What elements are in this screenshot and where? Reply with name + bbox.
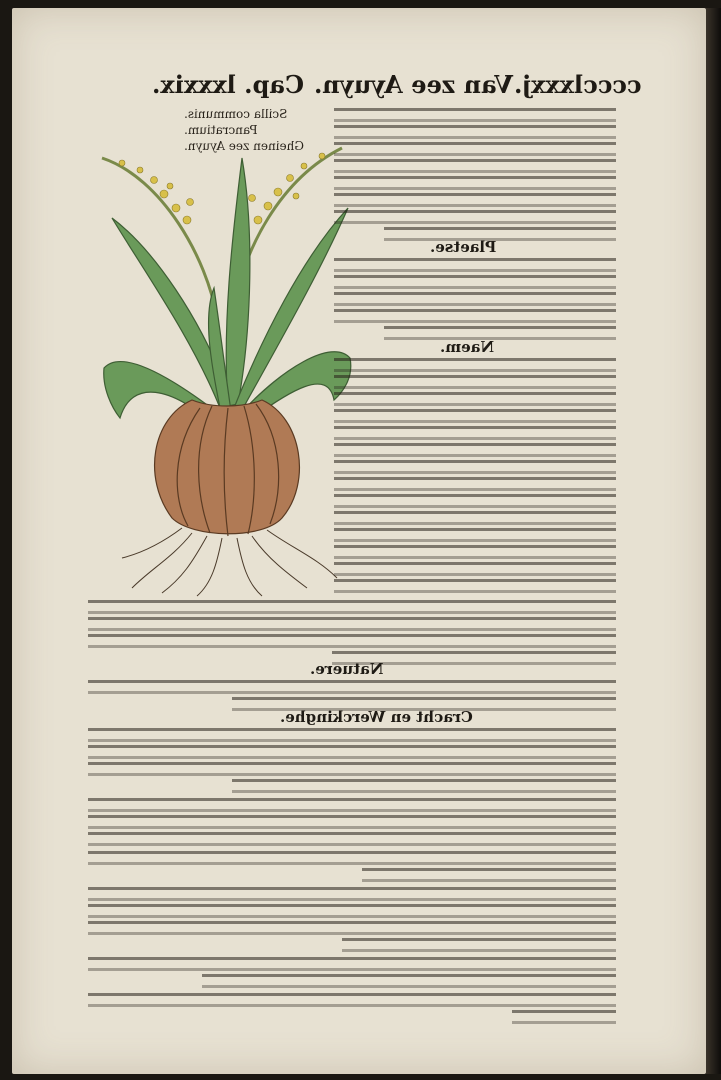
- text-line: [88, 957, 616, 971]
- text-line: [202, 974, 616, 988]
- text-line: [334, 477, 616, 491]
- text-line: [88, 617, 616, 631]
- chapter-title: Van zee Ayuyn.: [314, 70, 514, 99]
- section-heading-naem: Naem.: [440, 338, 495, 356]
- text-line: [88, 634, 616, 648]
- text-line: [88, 600, 616, 614]
- text-line: [334, 309, 616, 323]
- text-line: [88, 762, 616, 776]
- text-line: [88, 728, 616, 742]
- text-line: [342, 938, 616, 952]
- text-line: [88, 851, 616, 865]
- text-line: [334, 193, 616, 207]
- text-line: [88, 887, 616, 901]
- text-line: [232, 779, 616, 793]
- text-line: [88, 798, 616, 812]
- text-line: [334, 275, 616, 289]
- text-line: [334, 125, 616, 139]
- text-line: [384, 227, 616, 241]
- text-line: [334, 460, 616, 474]
- caption-vernacular: Gheinen zee Ayuyn.: [184, 139, 304, 153]
- section-heading-natuere: Natuere.: [310, 660, 384, 678]
- text-line: [512, 1010, 616, 1024]
- text-line: [334, 210, 616, 224]
- text-line: [334, 528, 616, 542]
- text-line: [384, 326, 616, 340]
- text-line: [334, 562, 616, 576]
- text-line: [334, 258, 616, 272]
- text-line: [334, 375, 616, 389]
- folio-number: cccclxxxj.: [514, 70, 642, 99]
- text-line: [88, 904, 616, 918]
- text-line: [88, 993, 616, 1007]
- text-line: [362, 868, 616, 882]
- running-header: [152, 70, 642, 104]
- text-line: [334, 426, 616, 440]
- section-heading-cracht: Cracht en Werckinghe.: [280, 708, 473, 726]
- text-line: [334, 392, 616, 406]
- text-line: [88, 745, 616, 759]
- text-line: [334, 142, 616, 156]
- text-line: [334, 358, 616, 372]
- text-line: [88, 680, 616, 694]
- section-heading-plaetse: Plaetse.: [430, 238, 497, 256]
- text-line: [88, 832, 616, 846]
- text-line: [334, 579, 616, 593]
- book-binding: [706, 8, 721, 1074]
- caption-latin: Scilla communis. Pancratium.: [184, 107, 288, 137]
- text-line: [334, 545, 616, 559]
- text-line: [88, 921, 616, 935]
- text-line: [334, 443, 616, 457]
- chapter-number: Cap. lxxxix.: [152, 70, 304, 99]
- book-page: [12, 8, 706, 1074]
- text-line: [334, 494, 616, 508]
- text-line: [88, 815, 616, 829]
- sea-onion-illustration: [92, 138, 354, 598]
- text-line: [334, 511, 616, 525]
- text-line: [334, 176, 616, 190]
- text-line: [334, 159, 616, 173]
- text-line: [334, 409, 616, 423]
- text-line: [334, 292, 616, 306]
- text-line: [334, 108, 616, 122]
